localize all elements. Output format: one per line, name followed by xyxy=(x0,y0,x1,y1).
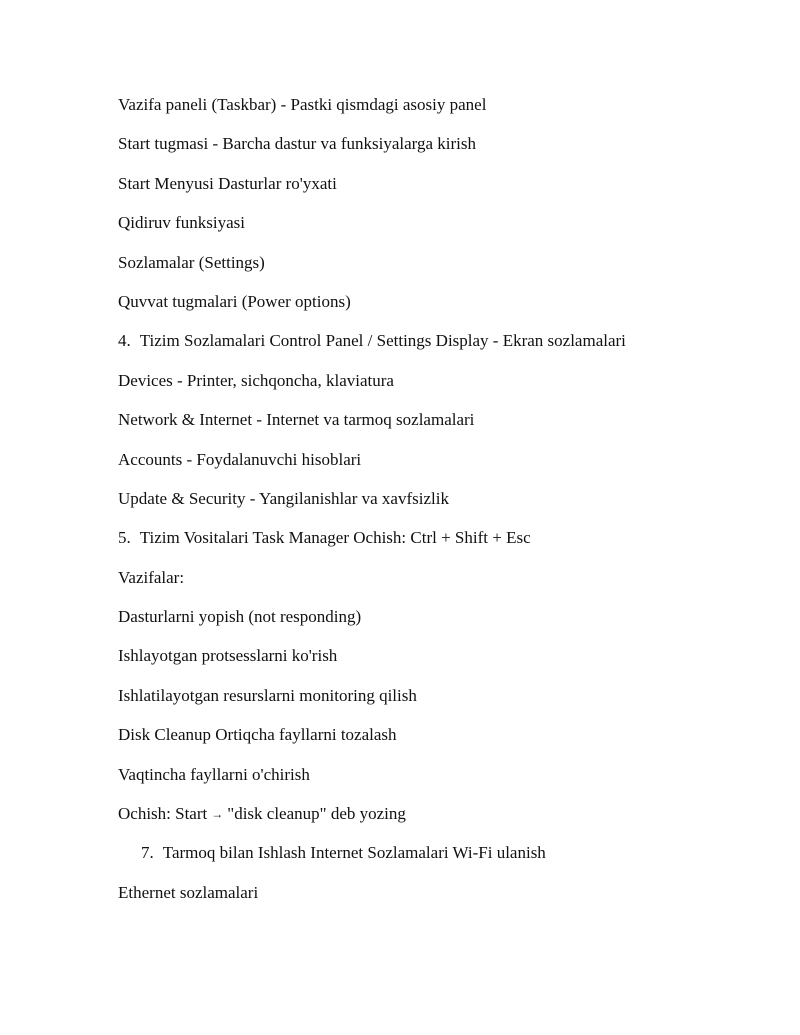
line-text: Vazifalar: xyxy=(118,567,185,587)
line-text: Tarmoq bilan Ishlash Internet Sozlamalari Wi-Fi ulanish xyxy=(162,843,546,863)
text-line xyxy=(118,92,758,131)
line-text: Tizim Sozlamalari Control Panel / Settings Display - Ekran sozlamalari xyxy=(139,331,626,351)
document-body xyxy=(118,92,758,919)
text-line xyxy=(118,643,758,682)
text-line xyxy=(118,210,758,249)
text-line xyxy=(118,801,758,840)
list-number: 4. xyxy=(118,331,131,351)
text-line xyxy=(118,880,758,919)
text-line xyxy=(118,171,758,210)
text-line xyxy=(118,131,758,170)
line-text: Update & Security - Yangilanishlar va xavfsizlik xyxy=(118,488,449,508)
line-text: Dasturlarni yopish (not responding) xyxy=(118,607,362,627)
arrow-right-icon: → xyxy=(211,807,224,822)
numbered-heading xyxy=(118,525,758,564)
text-line xyxy=(118,250,758,289)
line-text: Tizim Vositalari Task Manager Ochish: Ctrl + Shift + Esc xyxy=(139,528,531,548)
numbered-heading xyxy=(118,840,758,879)
line-text: Ochish: Start xyxy=(118,804,208,824)
text-line xyxy=(118,368,758,407)
line-text: Disk Cleanup Ortiqcha fayllarni tozalash xyxy=(118,725,397,745)
text-line xyxy=(118,722,758,761)
line-text: Ishlatilayotgan resurslarni monitoring qilish xyxy=(118,685,417,705)
line-text: Start tugmasi - Barcha dastur va funksiyalarga kirish xyxy=(118,134,477,154)
text-line xyxy=(118,565,758,604)
line-text: Ethernet sozlamalari xyxy=(118,882,259,902)
text-line xyxy=(118,447,758,486)
line-text: Network & Internet - Internet va tarmoq sozlamalari xyxy=(118,410,475,430)
line-text: Accounts - Foydalanuvchi hisoblari xyxy=(118,449,362,469)
line-text: Vazifa paneli (Taskbar) - Pastki qismdagi asosiy panel xyxy=(118,95,487,114)
line-text: Devices - Printer, sichqoncha, klaviatura xyxy=(118,370,394,390)
line-text: Start Menyusi Dasturlar ro'yxati xyxy=(118,173,337,193)
text-line xyxy=(118,604,758,643)
numbered-heading xyxy=(118,328,758,367)
text-line xyxy=(118,486,758,525)
line-text: Vaqtincha fayllarni o'chirish xyxy=(118,764,310,784)
list-number: 7. xyxy=(141,843,154,863)
line-text: Ishlayotgan protsesslarni ko'rish xyxy=(118,646,338,666)
list-number: 5. xyxy=(118,528,131,548)
line-text: Quvvat tugmalari (Power options) xyxy=(118,291,351,311)
text-line xyxy=(118,407,758,446)
line-text: Sozlamalar (Settings) xyxy=(118,252,265,272)
line-text: "disk cleanup" deb yozing xyxy=(227,804,406,824)
line-text: Qidiruv funksiyasi xyxy=(118,213,246,233)
text-line xyxy=(118,762,758,801)
text-line xyxy=(118,289,758,328)
text-line xyxy=(118,683,758,722)
